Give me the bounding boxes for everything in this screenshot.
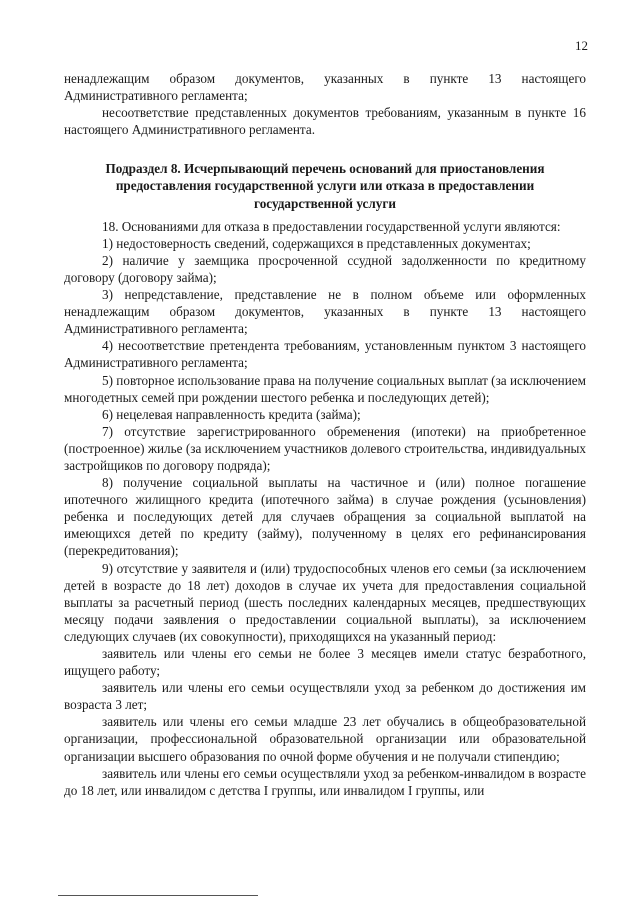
paragraph: несоответствие представленных документов требованиям, указанным в пункте 16 настоящего Административного регламента.	[64, 105, 586, 138]
section-heading: Подраздел 8. Исчерпывающий перечень оснований для приостановления предоставления государственной услуги или отказа в предоставлении государственной услуги	[105, 161, 545, 211]
document-body	[64, 70, 586, 799]
list-item: 8) получение социальной выплаты на частичное и (или) полное погашение ипотечного жилищного кредита (ипотечного займа) в случае рождения (усыновления) ребенка и последующих детей для случаев обращения за социальной выплатой на имеющихся детей по кредиту (займу), полученному в целях его рефинансирования (перекредитования);	[64, 475, 586, 559]
list-item: 6) нецелевая направленность кредита (займа);	[102, 406, 361, 422]
list-item: заявитель или члены его семьи осуществляли уход за ребенком-инвалидом в возрасте до 18 лет, или инвалидом с детства I группы, или инвалидом I группы, или	[64, 765, 586, 798]
page-number: 12	[575, 38, 588, 53]
paragraph: ненадлежащим образом документов, указанных в пункте 13 настоящего Административного регламента;	[64, 71, 586, 104]
list-item: 4) несоответствие претендента требованиям, установленным пунктом 3 настоящего Административного регламента;	[64, 338, 586, 371]
list-item: 7) отсутствие зарегистрированного обременения (ипотеки) на приобретенное (построенное) жилье (за исключением участников долевого строительства, индивидуальных застройщиков по договору подряда);	[64, 423, 586, 473]
list-item: заявитель или члены его семьи осуществляли уход за ребенком до достижения им возраста 3 лет;	[64, 680, 586, 713]
list-item: 1) недостоверность сведений, содержащихся в представленных документах;	[102, 235, 531, 251]
list-item: 3) непредставление, представление не в полном объеме или оформленных ненадлежащим образом документов, указанных в пункте 13 настоящего Административного регламента;	[64, 287, 586, 337]
list-item: 2) наличие у заемщика просроченной ссудной задолженности по кредитному договору (договору займа);	[64, 252, 586, 285]
list-item: 5) повторное использование права на получение социальных выплат (за исключением многодетных семей при рождении шестого ребенка и последующих детей);	[64, 372, 586, 405]
paragraph: 18. Основаниями для отказа в предоставлении государственной услуги являются:	[102, 218, 561, 234]
list-item: заявитель или члены его семьи младше 23 лет обучались в общеобразовательной организации, профессиональной образовательной организации или образовательной организации высшего образования по очной форме обучения и не получали стипендию;	[64, 714, 586, 764]
list-item: 9) отсутствие у заявителя и (или) трудоспособных членов его семьи (за исключением детей в возрасте до 18 лет) доходов в случае их учета для предоставления социальной выплаты за расчетный период (шесть последних календарных месяцев, предшествующих месяцу подачи заявления о предоставлении социальной выплаты), за исключением следующих случаев (их совокупности), приходящихся на указанный период:	[64, 560, 586, 644]
bottom-divider	[58, 895, 258, 896]
list-item: заявитель или члены его семьи не более 3 месяцев имели статус безработного, ищущего работу;	[64, 646, 586, 679]
